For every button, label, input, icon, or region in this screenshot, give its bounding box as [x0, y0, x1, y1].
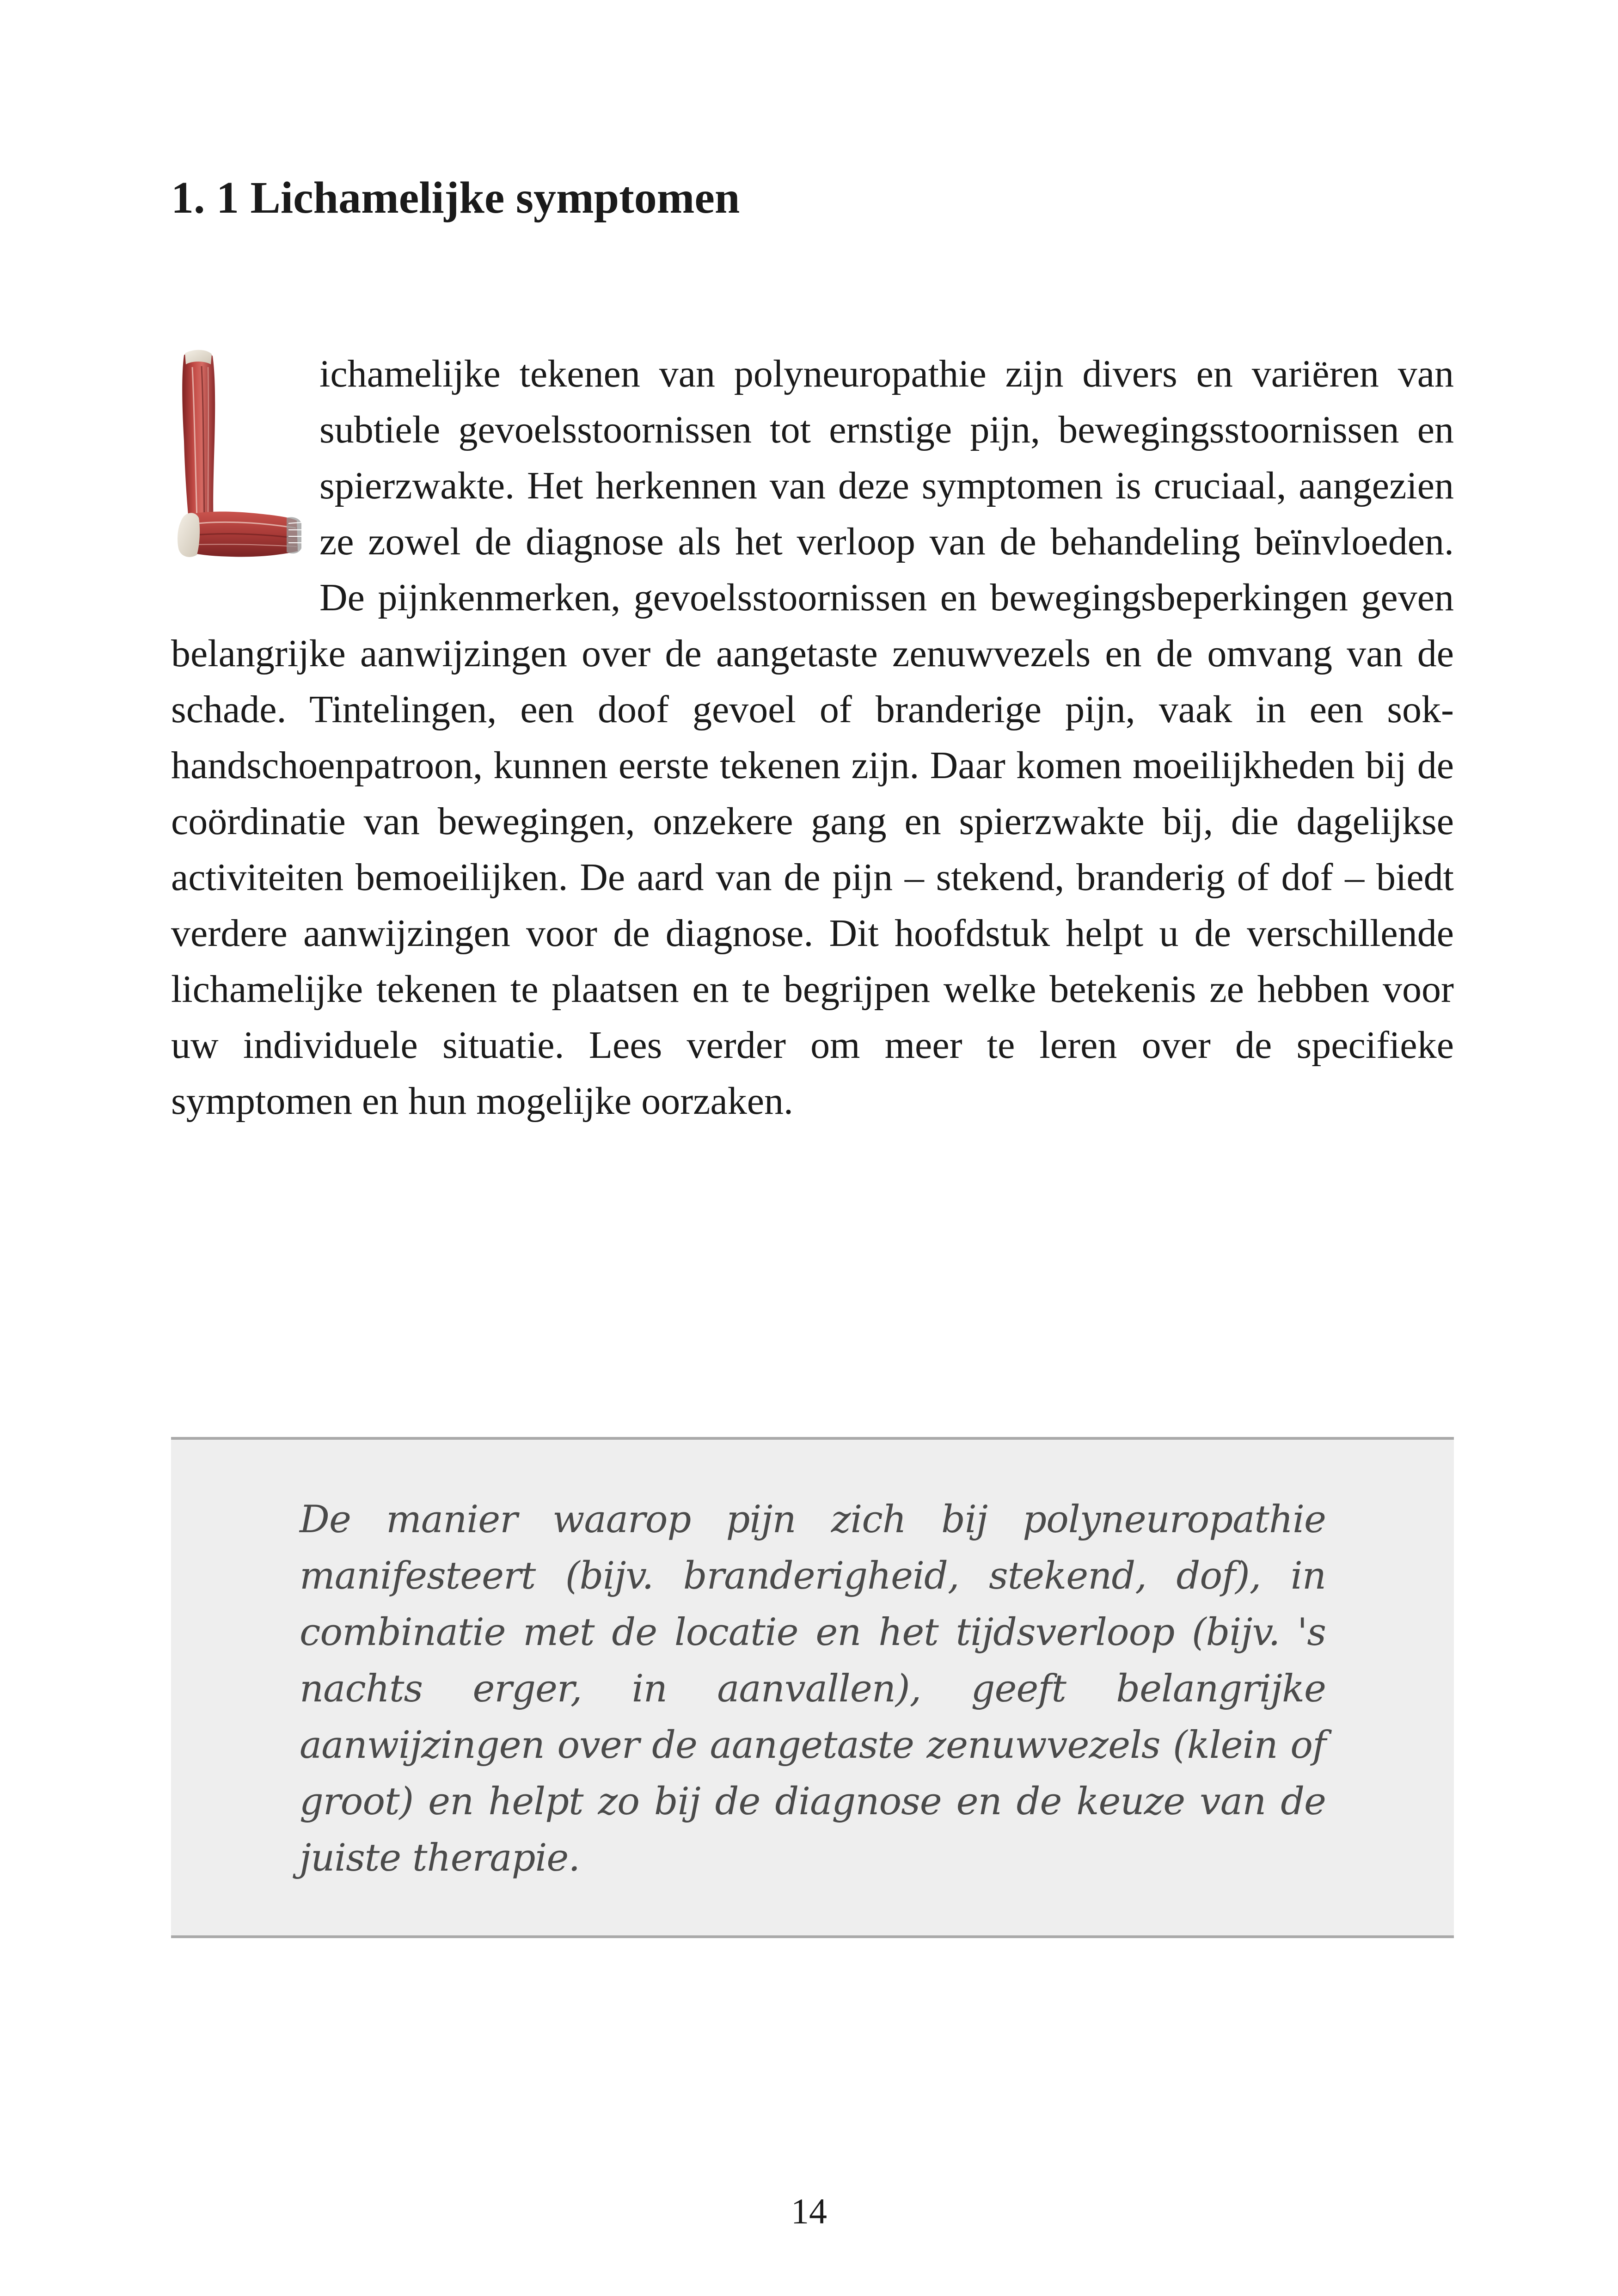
- page-number: 14: [791, 2191, 827, 2231]
- section-title: 1. 1 Lichamelijke symptomen: [171, 173, 740, 223]
- body-paragraph-block: [171, 346, 1454, 1129]
- callout-quote: De manier waarop pijn zich bij polyneuropathie manifesteert (bijv. branderigheid, stekend, dof), in combinatie met de locatie en het tijdsverloop (bijv. 's nachts erger, in aanvallen), geeft belangrijke aanwijzingen over de aangetaste zenuwvezels (klein of groot) en helpt zo bij de diagnose en de keuze van de juiste therapie.: [300, 1498, 1326, 1880]
- body-paragraph: ichamelijke tekenen van polyneuropathie zijn divers en variëren van subtiele gevoelsstoornissen tot ernstige pijn, bewegingsstoornissen en spierzwakte. Het herkennen van deze symptomen is cruciaal, aangezien ze zowel de diagnose als het verloop van de behandeling beïnvloeden. De pijnkenmerken, gevoelsstoornissen en bewegingsbeperkingen geven belangrijke aanwijzingen over de aangetaste zenuwvezels en de omvang van de schade. Tintelingen, een doof gevoel of branderige pijn, vaak in een sok-handschoenpatroon, kunnen eerste tekenen zijn. Daar komen moeilijkheden bij de coördinatie van bewegingen, onzekere gang en spierzwakte bij, die dagelijkse activiteiten bemoeilijken. De aard van de pijn – stekend, branderig of dof – biedt verdere aanwijzingen voor de diagnose. Dit hoofdstuk helpt u de verschillende lichamelijke tekenen te plaatsen en te begrijpen welke betekenis ze hebben voor uw individuele situatie. Lees verder om meer te leren over de specifieke symptomen en hun mogelijke oorzaken.: [171, 352, 1454, 1123]
- callout-box: [171, 1437, 1454, 1938]
- dropcap-l-muscle-icon: [171, 349, 302, 575]
